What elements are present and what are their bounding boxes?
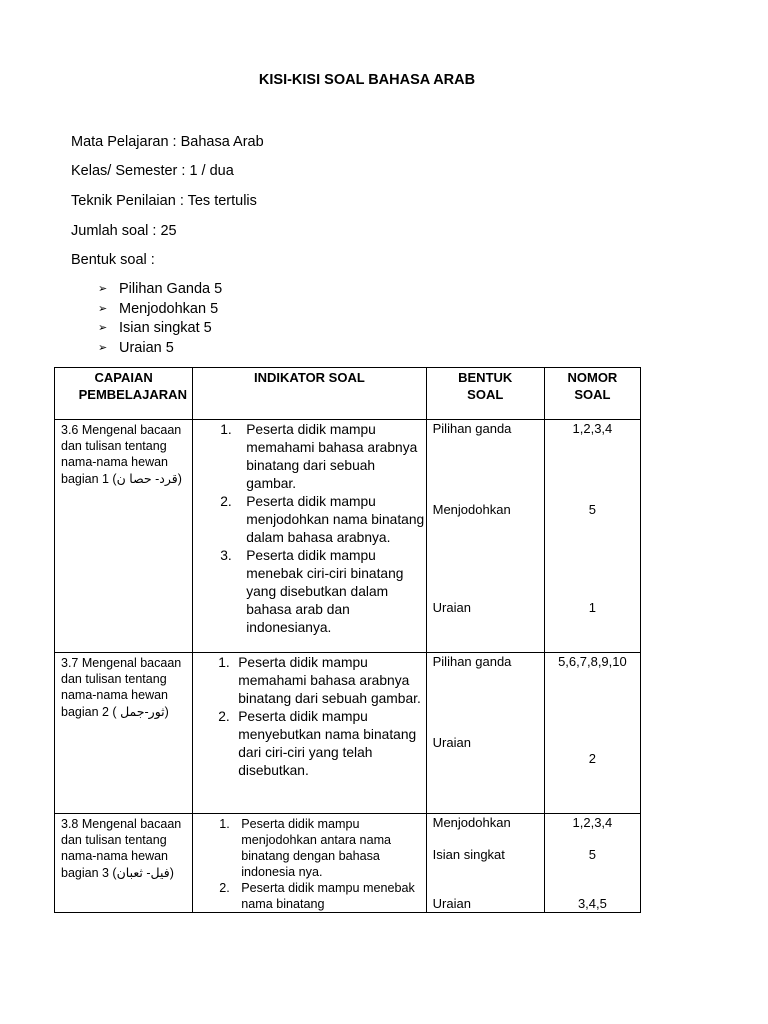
header-bentuk: BENTUK SOAL — [426, 368, 544, 420]
nomor-value: 5 — [588, 847, 597, 862]
nomor-value: 5,6,7,8,9,10 — [558, 654, 627, 669]
arrow-bullet-icon: ➢ — [98, 341, 108, 354]
table-row — [55, 420, 641, 653]
bentuk-cell — [426, 814, 544, 913]
info-jumlah-soal: Jumlah soal : 25 — [71, 223, 177, 239]
nomor-value: 1,2,3,4 — [572, 815, 613, 830]
arrow-bullet-icon: ➢ — [98, 302, 108, 315]
indikator-item: 2. Peserta didik mampu menyebutkan nama binatang dari ciri-ciri yang telah disebutkan. — [218, 709, 417, 778]
arrow-bullet-icon: ➢ — [98, 283, 108, 295]
indikator-item: 2. Peserta didik mampu menebak nama binatang — [219, 881, 415, 911]
list-item: ➢ Isian singkat 5 — [98, 319, 222, 339]
nomor-value: 2 — [588, 751, 597, 766]
header-indikator: INDIKATOR SOAL — [193, 368, 426, 420]
indikator-item: 3. Peserta didik mampu menebak ciri-ciri binatang yang disebutkan dalam bahasa arab dan indonesianya. — [220, 548, 404, 635]
header-nomor: NOMOR SOAL — [544, 368, 640, 420]
indikator-cell — [193, 420, 426, 653]
table-row — [55, 814, 641, 913]
info-bentuk-soal: Bentuk soal : — [71, 252, 155, 268]
indikator-item: 1. Peserta didik mampu memahami bahasa arabnya binatang dari sebuah gambar. — [218, 655, 421, 706]
nomor-cell — [544, 814, 640, 913]
nomor-value: 5 — [588, 502, 597, 517]
list-item: ➢ Pilihan Ganda 5 — [98, 280, 222, 300]
nomor-cell — [544, 653, 640, 814]
info-teknik-penilaian: Teknik Penilaian : Tes tertulis — [71, 193, 257, 209]
nomor-value: 1,2,3,4 — [572, 421, 613, 436]
bentuk-value: Uraian — [432, 735, 471, 750]
indikator-cell — [193, 814, 426, 913]
table-header-row — [55, 368, 641, 420]
list-item: ➢ Menjodohkan 5 — [98, 300, 222, 320]
kisi-kisi-table — [54, 367, 641, 913]
list-item: ➢ Uraian 5 — [98, 339, 222, 359]
bentuk-value: Uraian — [432, 600, 471, 615]
bentuk-value: Pilihan ganda — [432, 421, 512, 436]
bentuk-soal-list — [98, 280, 222, 358]
capaian-cell: 3.6 Mengenal bacaan dan tulisan tentang nama-nama hewan bagian 1 (قرد- حصا ن) — [55, 420, 193, 653]
indikator-item: 1. Peserta didik mampu memahami bahasa arabnya binatang dari sebuah gambar. — [220, 422, 418, 491]
document-title: KISI-KISI SOAL BAHASA ARAB — [258, 72, 476, 88]
bentuk-cell — [426, 420, 544, 653]
info-kelas-semester: Kelas/ Semester : 1 / dua — [71, 163, 234, 179]
bentuk-value: Menjodohkan — [432, 502, 511, 517]
nomor-value: 3,4,5 — [577, 896, 607, 911]
indikator-item: 1. Peserta didik mampu menjodohkan antara nama binatang dengan bahasa indonesia nya. — [219, 817, 392, 879]
bentuk-value: Isian singkat — [432, 847, 505, 862]
header-capaian: CAPAIAN PEMBELAJARAN — [55, 368, 193, 420]
table-row — [55, 653, 641, 814]
info-mata-pelajaran: Mata Pelajaran : Bahasa Arab — [71, 134, 264, 150]
indikator-cell — [193, 653, 426, 814]
bentuk-cell — [426, 653, 544, 814]
indikator-item: 2. Peserta didik mampu menjodohkan nama binatang dalam bahasa arabnya. — [220, 494, 425, 545]
capaian-cell: 3.7 Mengenal bacaan dan tulisan tentang nama-nama hewan bagian 2 ( ثور-جمل) — [55, 653, 193, 814]
nomor-value: 1 — [588, 600, 597, 615]
bentuk-value: Menjodohkan — [432, 815, 511, 830]
nomor-cell — [544, 420, 640, 653]
arrow-bullet-icon: ➢ — [98, 322, 108, 334]
capaian-cell: 3.8 Mengenal bacaan dan tulisan tentang nama-nama hewan bagian 3 (فيل- ثعبان) — [55, 814, 193, 913]
bentuk-value: Pilihan ganda — [432, 654, 512, 669]
bentuk-value: Uraian — [432, 896, 471, 911]
